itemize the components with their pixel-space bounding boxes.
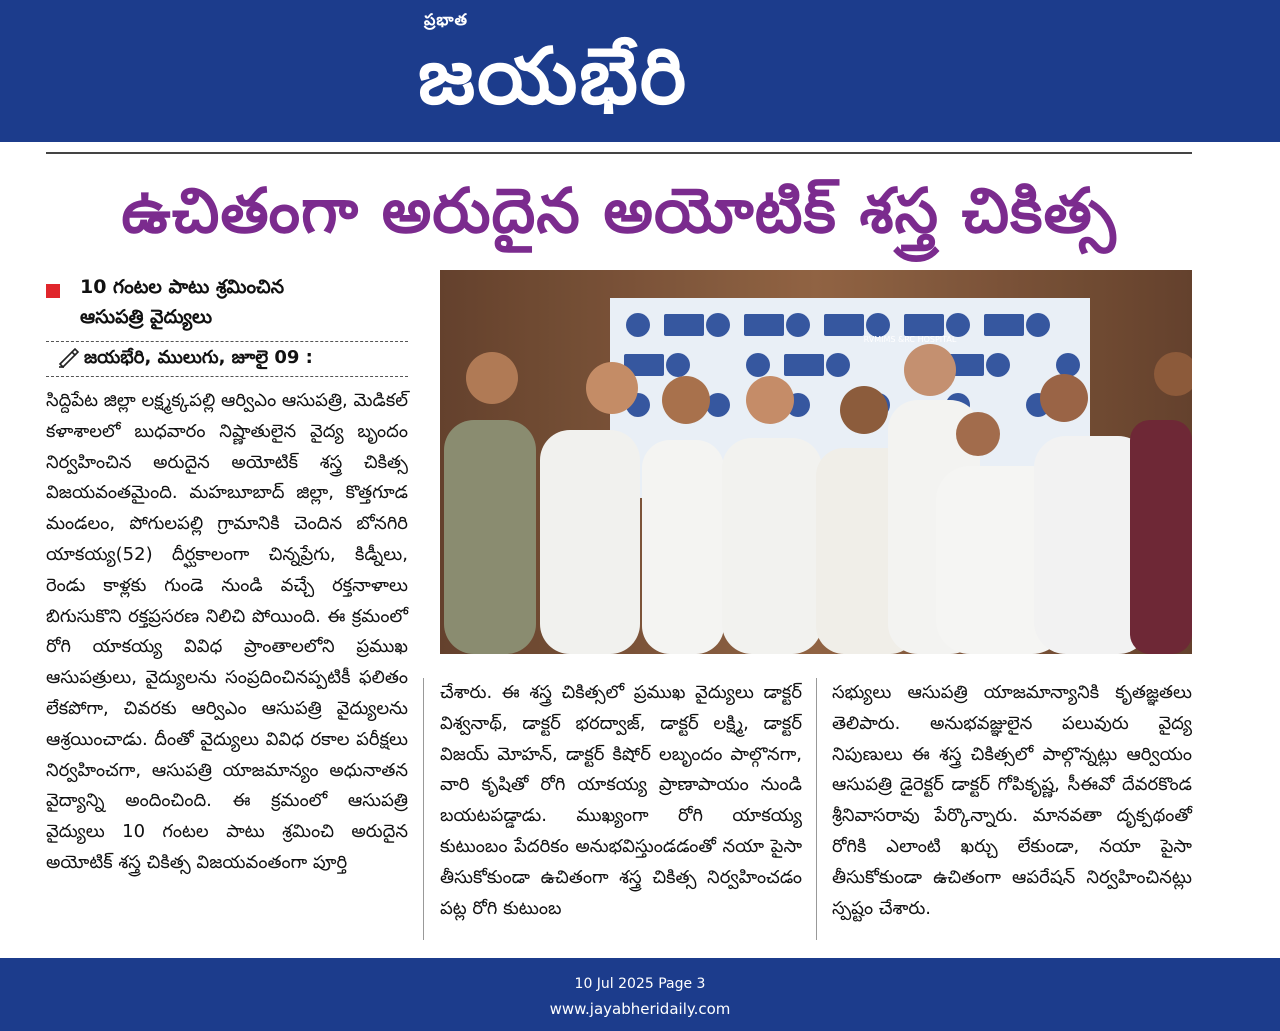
backdrop-text: RVMIMS &RC HOSPITAL	[863, 335, 957, 344]
news-photo	[440, 270, 1192, 654]
footer	[0, 958, 1280, 1031]
article-column-1	[46, 386, 408, 879]
article-paragraph-2: చేశారు. ఈ శస్త్ర చికిత్సలో ప్రముఖ వైద్యులు డాక్టర్ విశ్వనాథ్, డాక్టర్ భరద్వాజ్, డాక్టర్ లక్ష్మి, డాక్టర్ విజయ్ మోహన్, డాక్టర్ కిషోర్ లబృందం పాల్గొనగా, వారి కృషితో రోగి యాకయ్య ప్రాణాపాయం నుండి బయటపడ్డాడు. ముఖ్యంగా రోగి యాకయ్య కుటుంబం పేదరికం అనుభవిస్తుండడంతో నయా పైసా తీసుకోకుండా ఉచితంగా శస్త్ర చికిత్స నిర్వహించడం పట్ల రోగి కుటుంబ	[440, 682, 802, 919]
dateline-divider-top	[46, 341, 408, 342]
dateline: జయభేరి, ములుగు, జూలై 09 :	[84, 347, 313, 368]
top-divider	[46, 152, 1192, 154]
dateline-divider-bottom	[46, 376, 408, 377]
column-divider-2	[816, 678, 817, 940]
column-divider-1	[423, 678, 424, 940]
masthead-small-title: ప్రభాత	[424, 10, 468, 29]
article-paragraph-3: సభ్యులు ఆసుపత్రి యాజమాన్యానికి కృతజ్ఞతలు తెలిపారు. అనుభవజ్ఞులైన పలువురు వైద్య నిపుణులు ఈ శస్త్ర చికిత్సలో పాల్గొన్నట్లు ఆర్వియం ఆసుపత్రి డైరెక్టర్ డాక్టర్ గోపికృష్ణ, సీఈవో దేవరకొండ శ్రీనివాసరావు పేర్కొన్నారు. మానవతా దృక్పథంతో రోగికి ఎలాంటి ఖర్చు లేకుండా, నయా పైసా తీసుకోకుండా ఉచితంగా ఆపరేషన్ నిర్వహించినట్లు స్పష్టం చేశారు.	[832, 682, 1192, 919]
article-paragraph-1: సిద్దిపేట జిల్లా లక్ష్మక్కపల్లి ఆర్విఎం ఆసుపత్రి, మెడికల్ కళాశాలలో బుధవారం నిష్ణాతులైన వైద్య బృందం నిర్వహించిన అరుదైన అయోటిక్ శస్త్ర చికిత్స విజయవంతమైంది. మహబూబాద్ జిల్లా, కొత్తగూడ మండలం, పోగులపల్లి గ్రామానికి చెందిన బోనగిరి యాకయ్య(52) దీర్ఘకాలంగా చిన్నప్రేగు, కిడ్నీలు, రెండు కాళ్లకు గుండె నుండి వచ్చే రక్తనాళాలు బిగుసుకొని రక్తప్రసరణ నిలిచి పోయింది. ఈ క్రమంలో రోగి యాకయ్య వివిధ ప్రాంతాలలోని ప్రముఖ ఆసుపత్రులు, వైద్యులను సంప్రదించినప్పటికీ ఫలితం లేకపోగా, చివరకు ఆర్విఎం ఆసుపత్రి వైద్యులను ఆశ్రయించాడు. దీంతో వైద్యులు వివిధ రకాల పరీక్షలు నిర్వహించగా, ఆసుపత్రి యాజమాన్యం అధునాతన వైద్యాన్ని అందించింది. ఈ క్రమంలో ఆసుపత్రి వైద్యులు 10 గంటల పాటు శ్రమించి అరుదైన అయోటిక్ శస్త్ర చికిత్స విజయవంతంగా పూర్తి	[46, 390, 408, 873]
headline: ఉచితంగా అరుదైన అయోటిక్ శస్త్ర చికిత్స	[121, 174, 1117, 247]
article-column-2	[440, 678, 802, 924]
subheadline-line-2: ఆసుపత్రి వైద్యులు	[80, 306, 213, 328]
red-bullet-icon	[46, 284, 60, 298]
pen-icon	[58, 346, 80, 368]
article-column-3	[832, 678, 1192, 924]
masthead-logo-title: జయభేరి	[418, 32, 689, 122]
footer-date-page: 10 Jul 2025 Page 3	[574, 976, 706, 992]
group-photo-illustration	[440, 270, 1192, 654]
subheadline-line-1: 10 గంటల పాటు శ్రమించిన	[80, 276, 285, 298]
footer-website-link[interactable]: www.jayabheridaily.com	[549, 1000, 731, 1018]
masthead	[0, 0, 1280, 142]
